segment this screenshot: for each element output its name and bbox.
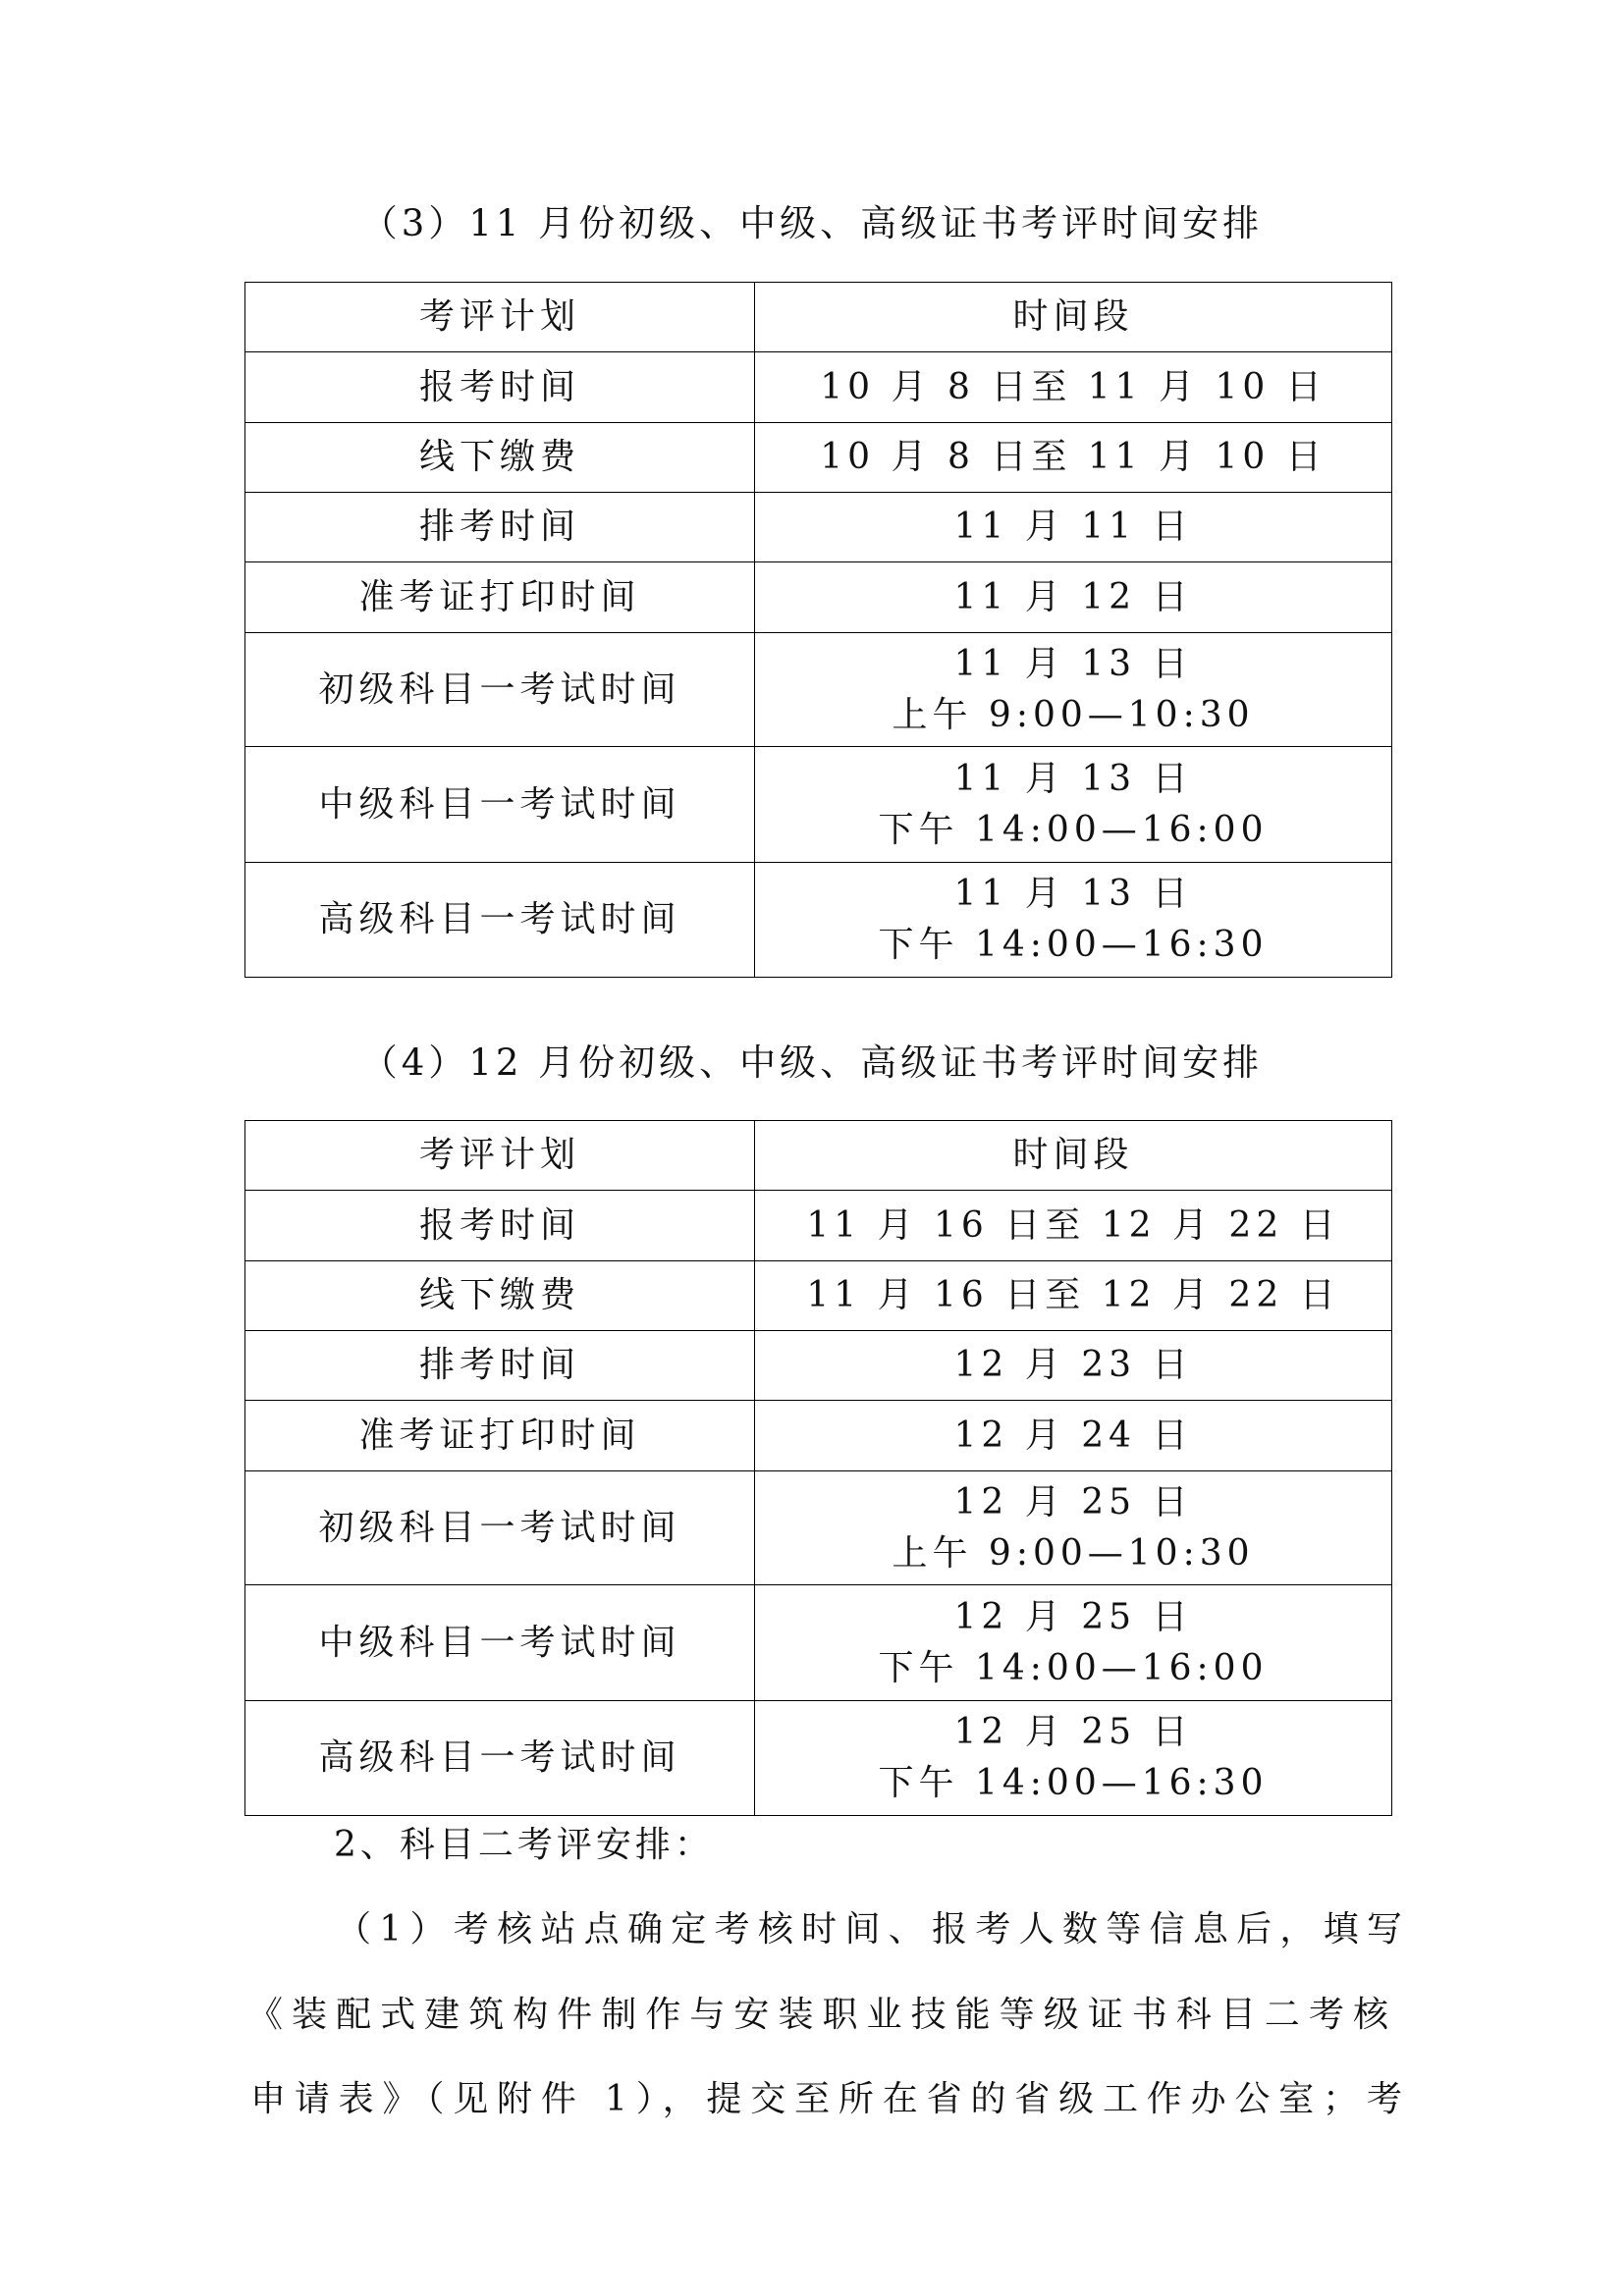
time-range-text: 下午 14:00—16:30 [878,1763,1269,1803]
time-range-text: 下午 14:00—16:00 [878,809,1269,850]
time-cell [755,1471,1392,1585]
table-row [245,1191,1392,1261]
date-text: 11 月 16 日至 12 月 22 日 [806,1204,1340,1246]
table-row [245,562,1392,633]
date-text: 11 月 13 日 [953,758,1193,799]
table-row [245,747,1392,863]
date-text: 12 月 24 日 [953,1415,1193,1456]
time-cell [755,633,1392,747]
plan-cell: 报考时间 [245,352,755,423]
time-cell [755,352,1392,423]
plan-cell: 高级科目一考试时间 [245,863,755,978]
table-row [245,1701,1392,1816]
date-text: 10 月 8 日至 11 月 10 日 [820,437,1326,477]
date-text: 12 月 23 日 [953,1345,1193,1385]
table-row [245,633,1392,747]
table-row [245,493,1392,562]
plan-cell: 排考时间 [245,1331,755,1401]
plan-cell: 报考时间 [245,1191,755,1261]
header-time-period: 时间段 [755,1121,1392,1191]
date-text: 10 月 8 日至 11 月 10 日 [820,366,1326,407]
time-cell [755,1191,1392,1261]
time-cell [755,493,1392,562]
paragraph-line-2: 《装配式建筑构件制作与安装职业技能等级证书科目二考核 [247,1995,1388,2035]
plan-cell: 中级科目一考试时间 [245,1585,755,1701]
plan-cell: 排考时间 [245,493,755,562]
date-text: 11 月 16 日至 12 月 22 日 [806,1275,1340,1315]
time-cell [755,863,1392,978]
plan-cell: 准考证打印时间 [245,1401,755,1471]
table-row [245,1471,1392,1585]
plan-cell: 线下缴费 [245,423,755,493]
date-text: 11 月 12 日 [953,576,1193,617]
time-cell [755,1701,1392,1816]
time-cell [755,1331,1392,1401]
date-text: 12 月 25 日 [953,1712,1193,1752]
header-plan: 考评计划 [245,1121,755,1191]
header-plan: 考评计划 [245,283,755,352]
time-range-text: 下午 14:00—16:30 [878,925,1269,965]
time-cell [755,562,1392,633]
time-cell [755,1261,1392,1331]
plan-cell: 准考证打印时间 [245,562,755,633]
table-header-row [245,1121,1392,1191]
section-3-title: （3）11 月份初级、中级、高级证书考评时间安排 [360,202,1264,244]
table-row [245,863,1392,978]
date-text: 12 月 25 日 [953,1596,1193,1637]
table-row [245,423,1392,493]
table-header-row [245,283,1392,352]
header-time-period: 时间段 [755,283,1392,352]
date-text: 12 月 25 日 [953,1481,1193,1522]
time-cell [755,1585,1392,1701]
plan-cell: 初级科目一考试时间 [245,633,755,747]
table-row [245,1585,1392,1701]
date-text: 11 月 13 日 [953,643,1193,684]
time-cell [755,747,1392,863]
plan-cell: 中级科目一考试时间 [245,747,755,863]
table-row [245,1261,1392,1331]
plan-cell: 线下缴费 [245,1261,755,1331]
december-schedule-table [244,1120,1392,1816]
paragraph-line-3: 申请表》（见附件 1），提交至所在省的省级工作办公室；考 [250,2079,1402,2119]
time-range-text: 上午 9:00—10:30 [892,694,1255,735]
date-text: 11 月 13 日 [953,874,1193,914]
table-row [245,1401,1392,1471]
plan-cell: 高级科目一考试时间 [245,1701,755,1816]
paragraph-line-1: （1）考核站点确定考核时间、报考人数等信息后，填写 [336,1909,1402,1949]
table-row [245,1331,1392,1401]
time-range-text: 上午 9:00—10:30 [892,1532,1255,1574]
time-range-text: 下午 14:00—16:00 [878,1647,1269,1688]
time-cell [755,423,1392,493]
time-cell [755,1401,1392,1471]
section-4-title: （4）12 月份初级、中级、高级证书考评时间安排 [360,1041,1264,1084]
table-row [245,352,1392,423]
date-text: 11 月 11 日 [953,507,1193,547]
plan-cell: 初级科目一考试时间 [245,1471,755,1585]
november-schedule-table [244,282,1392,978]
subject-two-heading: 2、科目二考评安排： [334,1825,714,1865]
